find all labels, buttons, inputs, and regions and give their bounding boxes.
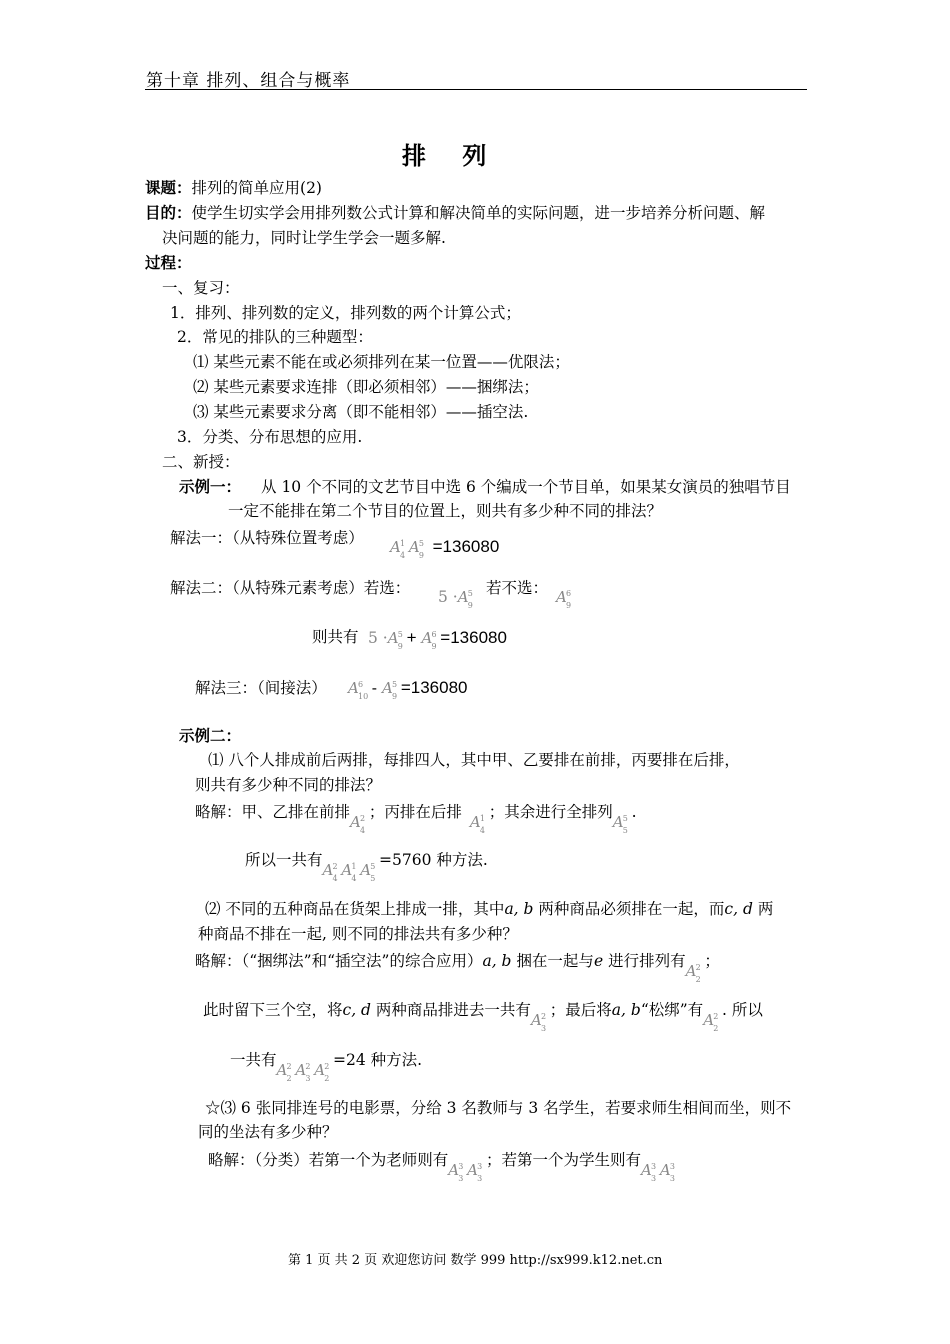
solution-2-total: 则共有: [312, 628, 359, 646]
p1-total: 所以一共有A 2 4 A 1 4 A 5 5 =5760 种方法.: [245, 851, 488, 883]
review-heading: 一、复习：: [162, 279, 240, 297]
review-item-2: 2．常见的排队的三种题型：: [177, 328, 373, 346]
solution-2: 解法二：（从特殊元素考虑）若选：: [170, 579, 411, 597]
new-heading: 二、新授：: [162, 453, 240, 471]
review-item-1: 1．排列、排列数的定义，排列数的两个计算公式；: [170, 304, 521, 322]
solution-1-formula: A 1 4 A 5 9 =136080: [390, 537, 500, 560]
example-1-line-2: 一定不能排在第二个节目的位置上，则共有多少种不同的排法？: [228, 502, 663, 520]
goal-line-1: 目的：使学生切实学会用排列数公式计算和解决简单的实际问题，进一步培养分析问题、解: [145, 203, 766, 222]
solution-3-formula: A 6 10 - A 5 9 =136080: [348, 678, 468, 701]
solution-2-else: 若不选：: [486, 579, 549, 597]
p2-line-2: 种商品不排在一起, 则不同的排法共有多少种？: [198, 925, 518, 943]
header-rule: [145, 89, 807, 90]
p3-line-2: 同的坐法有多少种？: [198, 1123, 338, 1141]
solution-3: 解法三：（间接法）: [195, 679, 327, 697]
solution-2-total-formula: 5 ·A 5 9 + A 6 9 =136080: [368, 628, 507, 651]
p2-line-1: ⑵ 不同的五种商品在货架上排成一排，其中a, b 两种商品必须排在一起，而c, d 两: [205, 900, 774, 918]
p1-solution: 略解：甲、乙排在前排A 2 4 ；丙排在后排A 1 4 ；其余进行全排列A 5 5 .: [195, 803, 637, 835]
p3-solution: 略解：（分类）若第一个为老师则有A 3 3 A 3 3 ；若第一个为学生则有A 3 3 A 3 3: [208, 1151, 675, 1183]
p1-line-1: ⑴ 八个人排成前后两排，每排四人，其中甲、乙要排在前排，丙要排在后排，: [208, 751, 740, 769]
review-sub-3: ⑶ 某些元素要求分离（即不能相邻）——插空法.: [193, 403, 529, 421]
example-2-label: 示例二：: [179, 726, 242, 745]
p2-total: 一共有A 2 2 A 2 3 A 2 2 =24 种方法.: [230, 1051, 423, 1083]
process-label: 过程：: [145, 253, 192, 272]
p1-line-2: 则共有多少种不同的排法？: [195, 776, 382, 794]
example-1-line-1: 示例一： 从 10 个不同的文艺节目中选 6 个编成一个节目单，如果某女演员的独唱节目: [179, 477, 791, 496]
review-sub-1: ⑴ 某些元素不能在或必须排列在某一位置——优限法；: [193, 353, 570, 371]
topic-line: 课题：排列的简单应用(2): [145, 178, 322, 197]
p2-line-3: 此时留下三个空，将c, d 两种商品排进去一共有A 2 3 ；最后将a, b“松绑”有A 2 2 . 所以: [203, 1001, 763, 1033]
page-title: 排 列: [402, 141, 501, 170]
solution-2-term-b: A 6 9: [556, 588, 572, 610]
chapter-header: 第十章 排列、组合与概率: [146, 71, 351, 91]
goal-line-2: 决问题的能力，同时让学生学会一题多解.: [162, 229, 446, 247]
p2-solution: 略解：（“捆绑法”和“插空法”的综合应用）a, b 捆在一起与e 进行排列有A 2 2 ；: [195, 952, 720, 984]
review-sub-2: ⑵ 某些元素要求连排（即必须相邻）——捆绑法；: [193, 378, 539, 396]
solution-1: 解法一：（从特殊位置考虑）: [170, 529, 364, 547]
page-footer: 第 1 页 共 2 页 欢迎您访问 数学 999 http://sx999.k12.net.cn: [288, 1253, 663, 1268]
p3-line-1: ☆⑶ 6 张同排连号的电影票，分给 3 名教师与 3 名学生，若要求师生相间而坐，则不: [205, 1099, 792, 1117]
review-item-3: 3．分类、分布思想的应用.: [177, 428, 363, 446]
solution-2-term-a: 5 ·A 5 9: [438, 588, 473, 610]
